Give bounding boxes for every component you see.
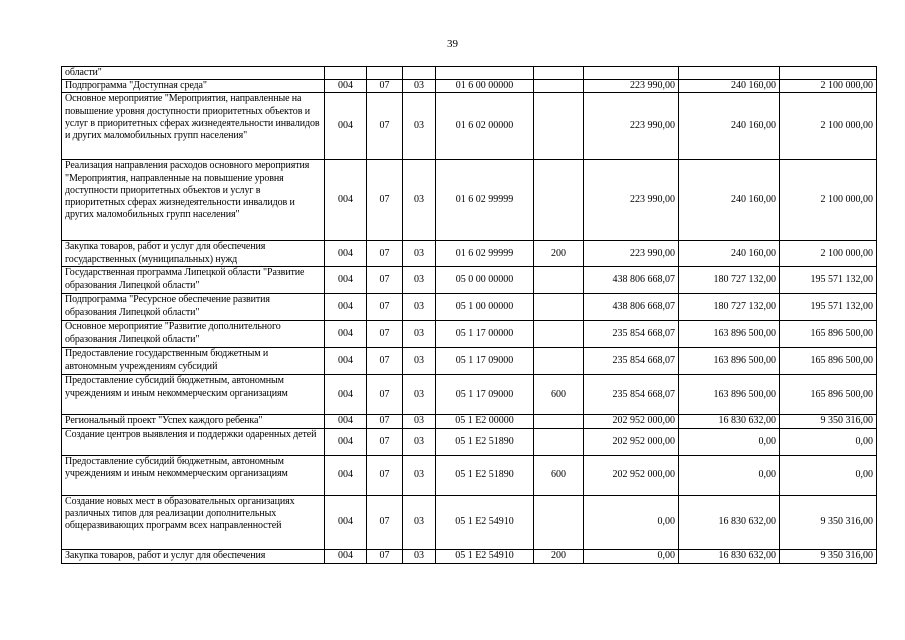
table-row [62, 348, 877, 375]
section-cell: 07 [367, 495, 403, 549]
amount-year2-cell: 180 727 132,00 [679, 267, 780, 294]
ved-cell [325, 67, 367, 80]
item-name-cell: Создание центров выявления и поддержки одаренных детей [62, 428, 325, 455]
amount-year1-cell: 235 854 668,07 [584, 321, 679, 348]
expense-type-cell [534, 93, 584, 160]
section-cell: 07 [367, 455, 403, 495]
subsection-cell: 03 [403, 495, 436, 549]
expense-type-cell [534, 160, 584, 241]
amount-year1-cell: 235 854 668,07 [584, 375, 679, 415]
budget-table [61, 66, 877, 564]
amount-year2-cell: 163 896 500,00 [679, 321, 780, 348]
table-row [62, 415, 877, 428]
section-cell: 07 [367, 93, 403, 160]
target-article-cell: 01 6 00 00000 [436, 80, 534, 93]
table-row [62, 495, 877, 549]
item-name-cell: Основное мероприятие "Мероприятия, направленные на повышение уровня доступности приоритетных объектов и услуг в приоритетных сферах жизнедеятельности инвалидов и других маломобильных групп населения" [62, 93, 325, 160]
item-name-cell: Региональный проект "Успех каждого ребенка" [62, 415, 325, 428]
item-name-cell: Предоставление субсидий бюджетным, автономным учреждениям и иным некоммерческим организациям [62, 455, 325, 495]
amount-year1-cell: 438 806 668,07 [584, 267, 679, 294]
amount-year3-cell: 2 100 000,00 [780, 80, 877, 93]
page-number: 39 [447, 38, 458, 50]
section-cell: 07 [367, 549, 403, 563]
amount-year2-cell: 163 896 500,00 [679, 348, 780, 375]
amount-year3-cell: 2 100 000,00 [780, 160, 877, 241]
amount-year2-cell: 0,00 [679, 428, 780, 455]
ved-cell: 004 [325, 495, 367, 549]
expense-type-cell [534, 67, 584, 80]
amount-year1-cell: 202 952 000,00 [584, 415, 679, 428]
section-cell: 07 [367, 375, 403, 415]
amount-year1-cell: 0,00 [584, 549, 679, 563]
ved-cell: 004 [325, 428, 367, 455]
target-article-cell: 05 1 E2 54910 [436, 549, 534, 563]
item-name-cell: Создание новых мест в образовательных организациях различных типов для реализации дополнительных общеразвивающих программ всех направленностей [62, 495, 325, 549]
ved-cell: 004 [325, 375, 367, 415]
subsection-cell: 03 [403, 294, 436, 321]
table-row [62, 160, 877, 241]
subsection-cell: 03 [403, 160, 436, 241]
table-body [62, 67, 877, 564]
target-article-cell: 05 1 00 00000 [436, 294, 534, 321]
subsection-cell: 03 [403, 455, 436, 495]
target-article-cell: 05 1 E2 54910 [436, 495, 534, 549]
ved-cell: 004 [325, 348, 367, 375]
target-article-cell: 05 1 17 09000 [436, 375, 534, 415]
table-row [62, 67, 877, 80]
ved-cell: 004 [325, 160, 367, 241]
ved-cell: 004 [325, 549, 367, 563]
amount-year3-cell: 9 350 316,00 [780, 415, 877, 428]
ved-cell: 004 [325, 80, 367, 93]
expense-type-cell: 200 [534, 241, 584, 267]
section-cell: 07 [367, 160, 403, 241]
section-cell: 07 [367, 348, 403, 375]
item-name-cell: Подпрограмма "Ресурсное обеспечение развития образования Липецкой области" [62, 294, 325, 321]
subsection-cell: 03 [403, 80, 436, 93]
section-cell: 07 [367, 294, 403, 321]
item-name-cell: Закупка товаров, работ и услуг для обеспечения государственных (муниципальных) нужд [62, 241, 325, 267]
target-article-cell: 05 1 E2 00000 [436, 415, 534, 428]
amount-year2-cell: 240 160,00 [679, 160, 780, 241]
subsection-cell: 03 [403, 93, 436, 160]
subsection-cell [403, 67, 436, 80]
table-row [62, 375, 877, 415]
amount-year1-cell: 223 990,00 [584, 241, 679, 267]
subsection-cell: 03 [403, 549, 436, 563]
target-article-cell: 05 1 E2 51890 [436, 455, 534, 495]
section-cell: 07 [367, 241, 403, 267]
amount-year3-cell [780, 67, 877, 80]
amount-year1-cell: 223 990,00 [584, 80, 679, 93]
target-article-cell: 01 6 02 99999 [436, 241, 534, 267]
table-row [62, 294, 877, 321]
amount-year2-cell: 16 830 632,00 [679, 549, 780, 563]
expense-type-cell: 200 [534, 549, 584, 563]
section-cell: 07 [367, 321, 403, 348]
expense-type-cell [534, 80, 584, 93]
item-name-cell: области" [62, 67, 325, 80]
amount-year1-cell: 223 990,00 [584, 93, 679, 160]
expense-type-cell [534, 415, 584, 428]
subsection-cell: 03 [403, 241, 436, 267]
target-article-cell: 05 1 17 09000 [436, 348, 534, 375]
expense-type-cell [534, 495, 584, 549]
expense-type-cell [534, 267, 584, 294]
amount-year2-cell: 180 727 132,00 [679, 294, 780, 321]
amount-year2-cell: 240 160,00 [679, 80, 780, 93]
subsection-cell: 03 [403, 348, 436, 375]
amount-year3-cell: 9 350 316,00 [780, 549, 877, 563]
amount-year2-cell: 240 160,00 [679, 241, 780, 267]
amount-year1-cell [584, 67, 679, 80]
amount-year3-cell: 2 100 000,00 [780, 93, 877, 160]
section-cell: 07 [367, 267, 403, 294]
item-name-cell: Предоставление субсидий бюджетным, автономным учреждениям и иным некоммерческим организациям [62, 375, 325, 415]
ved-cell: 004 [325, 455, 367, 495]
table-row [62, 80, 877, 93]
amount-year2-cell: 163 896 500,00 [679, 375, 780, 415]
expense-type-cell: 600 [534, 455, 584, 495]
table-row [62, 241, 877, 267]
item-name-cell: Подпрограмма "Доступная среда" [62, 80, 325, 93]
section-cell: 07 [367, 415, 403, 428]
subsection-cell: 03 [403, 267, 436, 294]
subsection-cell: 03 [403, 428, 436, 455]
item-name-cell: Государственная программа Липецкой области "Развитие образования Липецкой области" [62, 267, 325, 294]
table-row [62, 549, 877, 563]
subsection-cell: 03 [403, 321, 436, 348]
expense-type-cell [534, 428, 584, 455]
target-article-cell: 05 0 00 00000 [436, 267, 534, 294]
amount-year3-cell: 195 571 132,00 [780, 267, 877, 294]
target-article-cell: 05 1 E2 51890 [436, 428, 534, 455]
amount-year3-cell: 9 350 316,00 [780, 495, 877, 549]
item-name-cell: Реализация направления расходов основного мероприятия "Мероприятия, направленные на повышение уровня доступности приоритетных объектов и услуг в приоритетных сферах жизнедеятельности инвалидов и других маломобильных групп населения" [62, 160, 325, 241]
target-article-cell: 01 6 02 00000 [436, 93, 534, 160]
subsection-cell: 03 [403, 415, 436, 428]
table-row [62, 428, 877, 455]
amount-year3-cell: 0,00 [780, 455, 877, 495]
target-article-cell [436, 67, 534, 80]
ved-cell: 004 [325, 267, 367, 294]
table-row [62, 93, 877, 160]
ved-cell: 004 [325, 294, 367, 321]
amount-year1-cell: 0,00 [584, 495, 679, 549]
amount-year2-cell: 16 830 632,00 [679, 415, 780, 428]
item-name-cell: Предоставление государственным бюджетным и автономным учреждениям субсидий [62, 348, 325, 375]
amount-year1-cell: 202 952 000,00 [584, 455, 679, 495]
amount-year3-cell: 2 100 000,00 [780, 241, 877, 267]
section-cell: 07 [367, 80, 403, 93]
amount-year2-cell [679, 67, 780, 80]
amount-year1-cell: 235 854 668,07 [584, 348, 679, 375]
amount-year3-cell: 165 896 500,00 [780, 375, 877, 415]
table-row [62, 455, 877, 495]
table-row [62, 321, 877, 348]
amount-year2-cell: 0,00 [679, 455, 780, 495]
amount-year3-cell: 165 896 500,00 [780, 348, 877, 375]
amount-year2-cell: 16 830 632,00 [679, 495, 780, 549]
amount-year3-cell: 165 896 500,00 [780, 321, 877, 348]
section-cell: 07 [367, 428, 403, 455]
expense-type-cell [534, 294, 584, 321]
amount-year1-cell: 223 990,00 [584, 160, 679, 241]
amount-year2-cell: 240 160,00 [679, 93, 780, 160]
ved-cell: 004 [325, 93, 367, 160]
item-name-cell: Закупка товаров, работ и услуг для обеспечения [62, 549, 325, 563]
expense-type-cell: 600 [534, 375, 584, 415]
ved-cell: 004 [325, 321, 367, 348]
ved-cell: 004 [325, 241, 367, 267]
item-name-cell: Основное мероприятие "Развитие дополнительного образования Липецкой области" [62, 321, 325, 348]
amount-year1-cell: 202 952 000,00 [584, 428, 679, 455]
amount-year3-cell: 0,00 [780, 428, 877, 455]
section-cell [367, 67, 403, 80]
ved-cell: 004 [325, 415, 367, 428]
table-row [62, 267, 877, 294]
amount-year3-cell: 195 571 132,00 [780, 294, 877, 321]
subsection-cell: 03 [403, 375, 436, 415]
expense-type-cell [534, 348, 584, 375]
amount-year1-cell: 438 806 668,07 [584, 294, 679, 321]
target-article-cell: 01 6 02 99999 [436, 160, 534, 241]
target-article-cell: 05 1 17 00000 [436, 321, 534, 348]
expense-type-cell [534, 321, 584, 348]
